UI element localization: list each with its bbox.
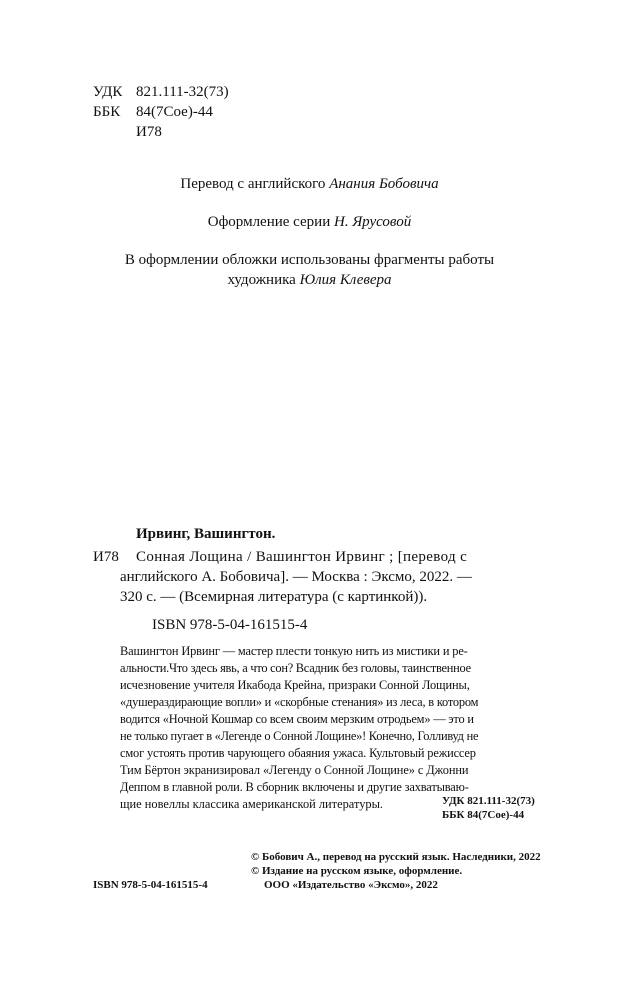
annotation-text <box>120 643 564 813</box>
author-sign: И78 <box>136 124 162 140</box>
annotation-line: водится «Ночной Кошмар со всем своим мерзким отродьем» — это и <box>120 712 474 726</box>
annotation-line: не только пугает в «Легенде о Сонной Лощине»! Конечно, Голливуд не <box>120 729 479 743</box>
annotation-bbk: ББК 84(7Сое)-44 <box>442 809 525 821</box>
copyright-line: ООО «Издательство «Эксмо», 2022 <box>264 879 438 891</box>
translation-prefix: Перевод с английского <box>180 176 330 192</box>
translation-credit <box>0 174 619 194</box>
catalog-description-line: 320 с. — (Всемирная литература (с картинкой)). <box>120 589 428 605</box>
annotation-line: «душераздирающие вопли» и «скорбные стенания» из леса, в котором <box>120 695 479 709</box>
catalog-description <box>120 547 542 607</box>
cover-credit-line1: В оформлении обложки использованы фрагменты работы <box>124 252 495 268</box>
udk-value: 821.111-32(73) <box>136 84 229 100</box>
cover-credit-line2 <box>0 270 619 290</box>
annotation-line: Деппом в главной роли. В сборник включены и другие захватываю- <box>120 780 469 794</box>
series-design-prefix: Оформление серии <box>207 214 334 230</box>
cover-artist-name: Юлия Клевера <box>299 272 392 288</box>
catalog-description-line: английского А. Бобовича]. — Москва : Эксмо, 2022. — <box>120 569 472 585</box>
copyright-line: © Издание на русском языке, оформление. <box>251 865 463 877</box>
annotation-line: щие новеллы классика американской литературы. <box>120 797 384 811</box>
bbk-value: 84(7Сое)-44 <box>136 104 213 120</box>
annotation-line: Тим Бёртон экранизировал «Легенду о Сонной Лощине» с Джонни <box>120 763 469 777</box>
catalog-author-sign: И78 <box>93 549 119 565</box>
catalog-author-heading: Ирвинг, Вашингтон. <box>136 526 276 542</box>
annotation-line: Вашингтон Ирвинг — мастер плести тонкую нить из мистики и ре- <box>120 644 468 658</box>
catalog-isbn: ISBN 978-5-04-161515-4 <box>152 617 308 633</box>
annotation-udk: УДК 821.111-32(73) <box>442 795 535 807</box>
annotation-line: исчезновение учителя Икабода Крейна, призраки Сонной Лощины, <box>120 678 470 692</box>
annotation-line: альности.Что здесь явь, а что сон? Всадник без головы, таинственное <box>120 661 471 675</box>
series-design-credit <box>0 212 619 232</box>
udk-label: УДК <box>93 84 123 100</box>
series-designer-name: Н. Ярусовой <box>333 214 412 230</box>
cover-credit-prefix: художника <box>227 272 300 288</box>
catalog-description-line: Сонная Лощина / Вашингтон Ирвинг ; [перевод с <box>136 549 468 565</box>
copyright-line: © Бобович А., перевод на русский язык. Наследники, 2022 <box>251 851 541 863</box>
bbk-label: ББК <box>93 104 121 120</box>
copyright-isbn: ISBN 978-5-04-161515-4 <box>93 879 208 891</box>
translator-name: Анания Бобовича <box>329 176 439 192</box>
annotation-line: смог устоять против чарующего обаяния ужаса. Культовый режиссер <box>120 746 476 760</box>
